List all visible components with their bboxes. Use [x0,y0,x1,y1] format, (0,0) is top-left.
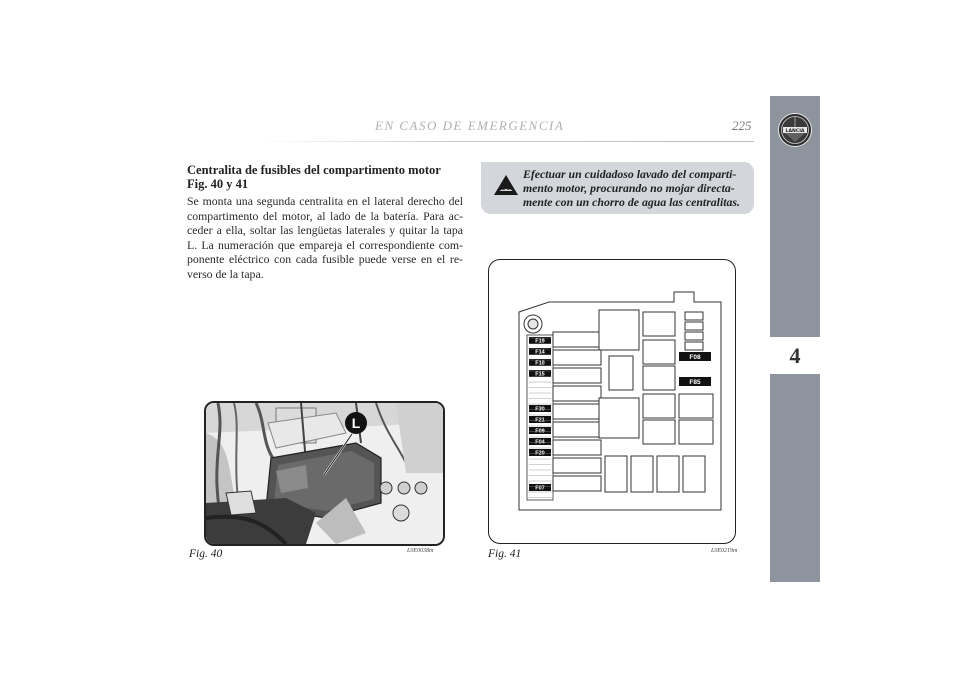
header-title: EN CASO DE EMERGENCIA [375,118,565,133]
fuse-label-F08: F08 [689,354,701,362]
section-title-line2: Fig. 40 y 41 [187,177,249,191]
warning-box [481,162,754,214]
warning-triangle-icon [493,173,519,197]
fuse-label-F30: F30 [535,406,545,413]
figure-41-code: L0E0219m [711,548,738,554]
warning-text: Efectuar un cuidadoso lavado del comparti- mento motor, procurando no mojar directa- mente con un chorro de agua las centralitas. [523,167,740,209]
figure-41-diagram [488,259,736,544]
fuse-label-F10: F10 [535,360,545,367]
section-title [187,163,467,191]
fuse-box-drawing [489,260,735,543]
callout-label: L [351,415,361,431]
figure-40-code: L0E0038m [407,548,434,554]
figure-40-caption: Fig. 40 [189,548,223,560]
fuse-label-F04: F04 [535,439,545,446]
chapter-number: 4 [770,337,820,374]
header-rule [260,141,754,142]
figure-41-caption: Fig. 41 [488,548,522,560]
page-number: 225 [732,118,752,133]
logo-text: LANCIA [785,129,805,135]
lancia-logo-icon [777,112,813,148]
fuse-label-F21: F21 [535,417,545,424]
section-title-line1: Centralita de fusibles del compartimento motor [187,163,441,177]
fuse-label-F20: F20 [535,450,545,457]
fuse-label-F15: F15 [535,371,545,378]
fuse-label-F85: F85 [689,379,701,387]
fuse-label-F07: F07 [535,485,545,492]
fuse-label-F19: F19 [535,338,545,345]
body-text: Se monta una segunda centralita en el lateral derecho del compartimento del motor, al lado de la batería. Para ac- ceder a ella, soltar las lengüetas laterales y quitar la tapa L. La numeración que empareja el correspondiente com- ponente eléctrico con cada fusible puede verse en el re- verso de la tapa. [187,194,463,281]
fuse-label-F09: F09 [535,428,545,435]
figure-40-photo [204,401,445,546]
engine-photo-drawing [206,403,443,544]
fuse-label-F14: F14 [535,349,545,356]
